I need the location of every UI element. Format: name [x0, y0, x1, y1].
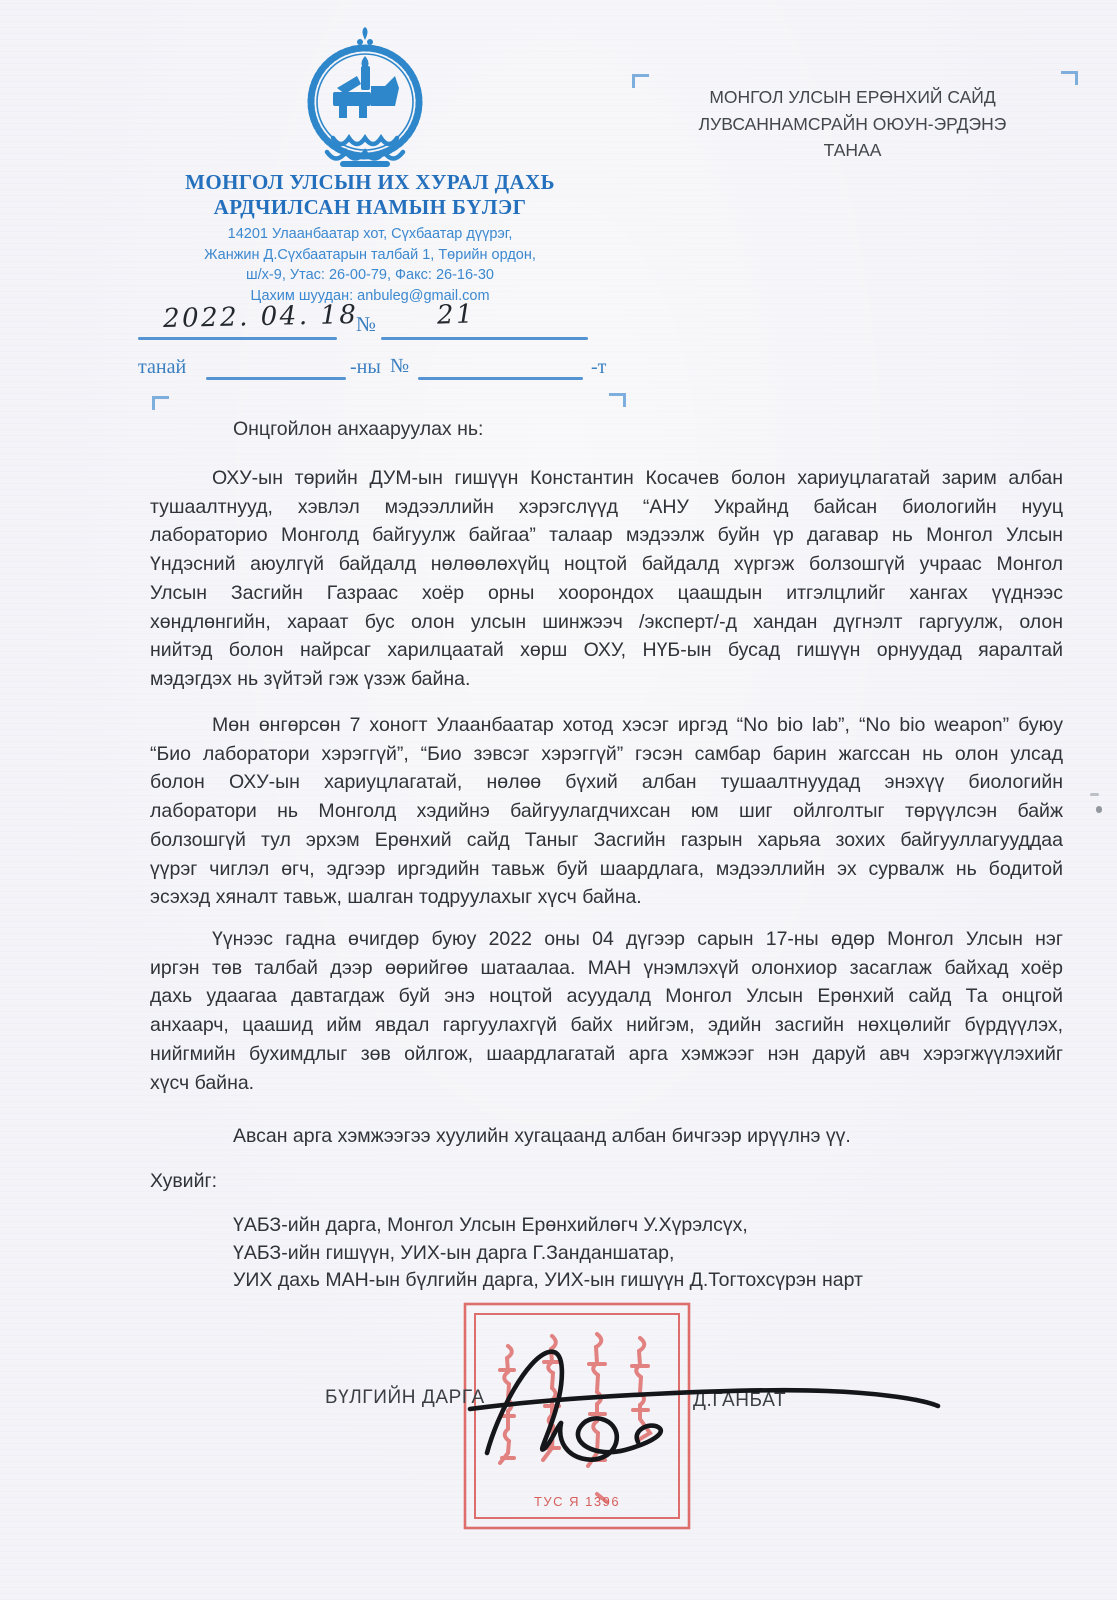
signature-scrawl: [455, 1335, 955, 1480]
text-line: болзошгүй тул эрхэм Ерөнхий сайд Таныг Засгийн газрын харьяа зохих байгууллагууддаа: [150, 828, 1063, 851]
org-name: [130, 170, 610, 220]
your-ref-label: танай: [138, 356, 187, 378]
signer-name: Д.ГАНБАТ: [693, 1390, 787, 1411]
text-line: үүрэг чиглэл өгч, эдгээр иргэдийн тавьж буй шаардлага, мэдээллийн эх сурвалж нь бодитой: [150, 857, 1063, 880]
your-ref-suffix: -ны: [350, 356, 381, 378]
text-line: Мөн өнгөрсөн 7 хоногт Улаанбаатар хотод хэсэг иргэд “No bio lab”, “No bio weapon” буюу: [212, 714, 1063, 736]
corner-bracket-icon: [609, 393, 626, 407]
handwritten-number: 21: [436, 299, 476, 331]
corner-bracket-icon: [152, 396, 169, 410]
body-paragraph-3: [150, 925, 1063, 1097]
underline: [418, 377, 583, 380]
text-line: лаборатори нь Монголд хэдийнэ байгуулагдчихсан юм шиг ойлголтыг төрүүлсэн байж: [150, 800, 1063, 823]
text-line: анхаарч, цаашид ийм явдал гаргуулахгүй байх нийгэм, эдийн засгийн нөхцөлийг бүрдүүлэх,: [150, 1014, 1063, 1037]
text-line: Үндэсний аюулгүй байдалд нөлөөлөхүйц ноцтой байдалд хүргэж болзошгүй учраас Монгол: [150, 553, 1063, 576]
org-address: [130, 224, 610, 306]
handwritten-date: 2022. 04. 18: [162, 299, 359, 335]
salutation: Онцгойлон анхааруулах нь:: [233, 418, 484, 440]
text-line: УИХ дахь МАН-ын бүлгийн дарга, УИХ-ын гишүүн Д.Тогтохсүрэн нарт: [233, 1269, 863, 1292]
underline: [138, 337, 337, 340]
org-name-line2: АРДЧИЛСАН НАМЫН БҮЛЭГ: [213, 195, 527, 219]
underline: [206, 377, 346, 380]
text-line: хөндлөнгийн, хараат бус олон улсын шинжээч /эксперт/-д хандан дүгнэлт гаргуулж, олон: [150, 610, 1063, 633]
text-line: мэдэгдэх нь зүйтэй гэж үзэж байна.: [150, 667, 471, 690]
closing-line: Авсан арга хэмжээгээ хуулийн хугацаанд албан бичгээр ирүүлнэ үү.: [233, 1125, 851, 1147]
text-line: эсэхэд хяналт тавьж, шалган тодруулахыг хүсч байна.: [150, 886, 642, 909]
corner-bracket-icon: [1061, 71, 1078, 85]
text-line: ОХУ-ын төрийн ДУМ-ын гишүүн Константин Косачев болон хариуцлагатай зарим албан: [212, 467, 1063, 489]
address-line: ш/х-9, Утас: 26-00-79, Факс: 26-16-30: [246, 267, 494, 283]
number-sign: №: [390, 355, 410, 377]
text-line: хүсч байна.: [150, 1071, 255, 1094]
text-line: нийтэд болон найрсаг харилцаатай хөрш ОХУ, НҮБ-ын бусад гишүүн орнуудад яаралтай: [150, 639, 1063, 662]
underline: [381, 337, 588, 340]
body-paragraph-1: [150, 464, 1063, 694]
cc-list: [233, 1212, 1063, 1295]
recipient-line2: ЛУВСАННАМСРАЙН ОЮУН-ЭРДЭНЭ: [698, 113, 1007, 134]
recipient-line1: МОНГОЛ УЛСЫН ЕРӨНХИЙ САЙД: [709, 87, 996, 107]
text-line: “Био лаборатори хэрэггүй”, “Био зэвсэг хэрэггүй” гэсэн самбар барин жагссан нь олон улсад: [150, 742, 1063, 765]
number-sign: №: [356, 312, 377, 336]
state-emblem-icon: [299, 26, 431, 178]
text-line: болон ОХУ-ын хариуцлагатай, нөлөө бүхий албан тушаалтнуудад энэхүү биологийн: [150, 771, 1063, 794]
cc-label: Хувийг:: [150, 1170, 218, 1192]
text-line: ҮАБЗ-ийн гишүүн, УИХ-ын дарга Г.Занданшатар,: [233, 1241, 675, 1264]
address-line: Жанжин Д.Сүхбаатарын талбай 1, Төрийн ордон,: [204, 246, 536, 263]
your-ref-end: -т: [591, 356, 607, 378]
address-line: 14201 Улаанбаатар хот, Сүхбаатар дүүрэг,: [227, 226, 513, 242]
text-line: ҮАБЗ-ийн дарга, Монгол Улсын Ерөнхийлөгч У.Хүрэлсүх,: [233, 1214, 748, 1236]
scan-artifact: [1096, 806, 1102, 813]
scan-artifact: [1090, 793, 1099, 796]
text-line: нийгмийн бухимдлыг зөв ойлгож, шаардлагатай арга хэмжээг нэн даруй авч хэрэгжүүлэхийг: [150, 1042, 1063, 1065]
text-line: иргэн төв талбай дээр өөрийгөө шатаалаа. МАН үнэмлэхүй олонхиор засаглаж байхад хоёр: [150, 956, 1063, 979]
stamp-number-text: ТУС Я 1396: [533, 1494, 621, 1509]
address-line: Цахим шуудан: anbuleg@gmail.com: [250, 287, 490, 304]
signer-title: БҮЛГИЙН ДАРГА: [325, 1387, 485, 1408]
text-line: Улсын Засгийн Газраас хоёр орны хоорондох цаашдын итгэлцлийг хангах үүднээс: [150, 581, 1063, 604]
text-line: дахь удаагаа давтагдаж буй энэ ноцтой асуудалд Монгол Улсын Ерөнхий сайд Та онцгой: [150, 985, 1063, 1008]
text-line: тушаалтнууд, хэвлэл мэдээллийн хэрэгслүүд “АНУ Украйнд байсан биологийн нууц: [150, 495, 1063, 518]
body-paragraph-2: [150, 711, 1063, 912]
corner-bracket-icon: [632, 74, 649, 88]
recipient-line3: ТАНАА: [823, 140, 882, 160]
org-name-line1: МОНГОЛ УЛСЫН ИХ ХУРАЛ ДАХЬ: [185, 170, 555, 194]
recipient-block: [655, 84, 1050, 164]
text-line: лабораторио Монголд байгуулж байгаа” талаар мэдээлж буйн үр дагавар нь Монгол Улсын: [150, 524, 1063, 547]
text-line: Үүнээс гадна өчигдөр буюу 2022 оны 04 дүгээр сарын 17-ны өдөр Монгол Улсын нэг: [212, 928, 1063, 950]
